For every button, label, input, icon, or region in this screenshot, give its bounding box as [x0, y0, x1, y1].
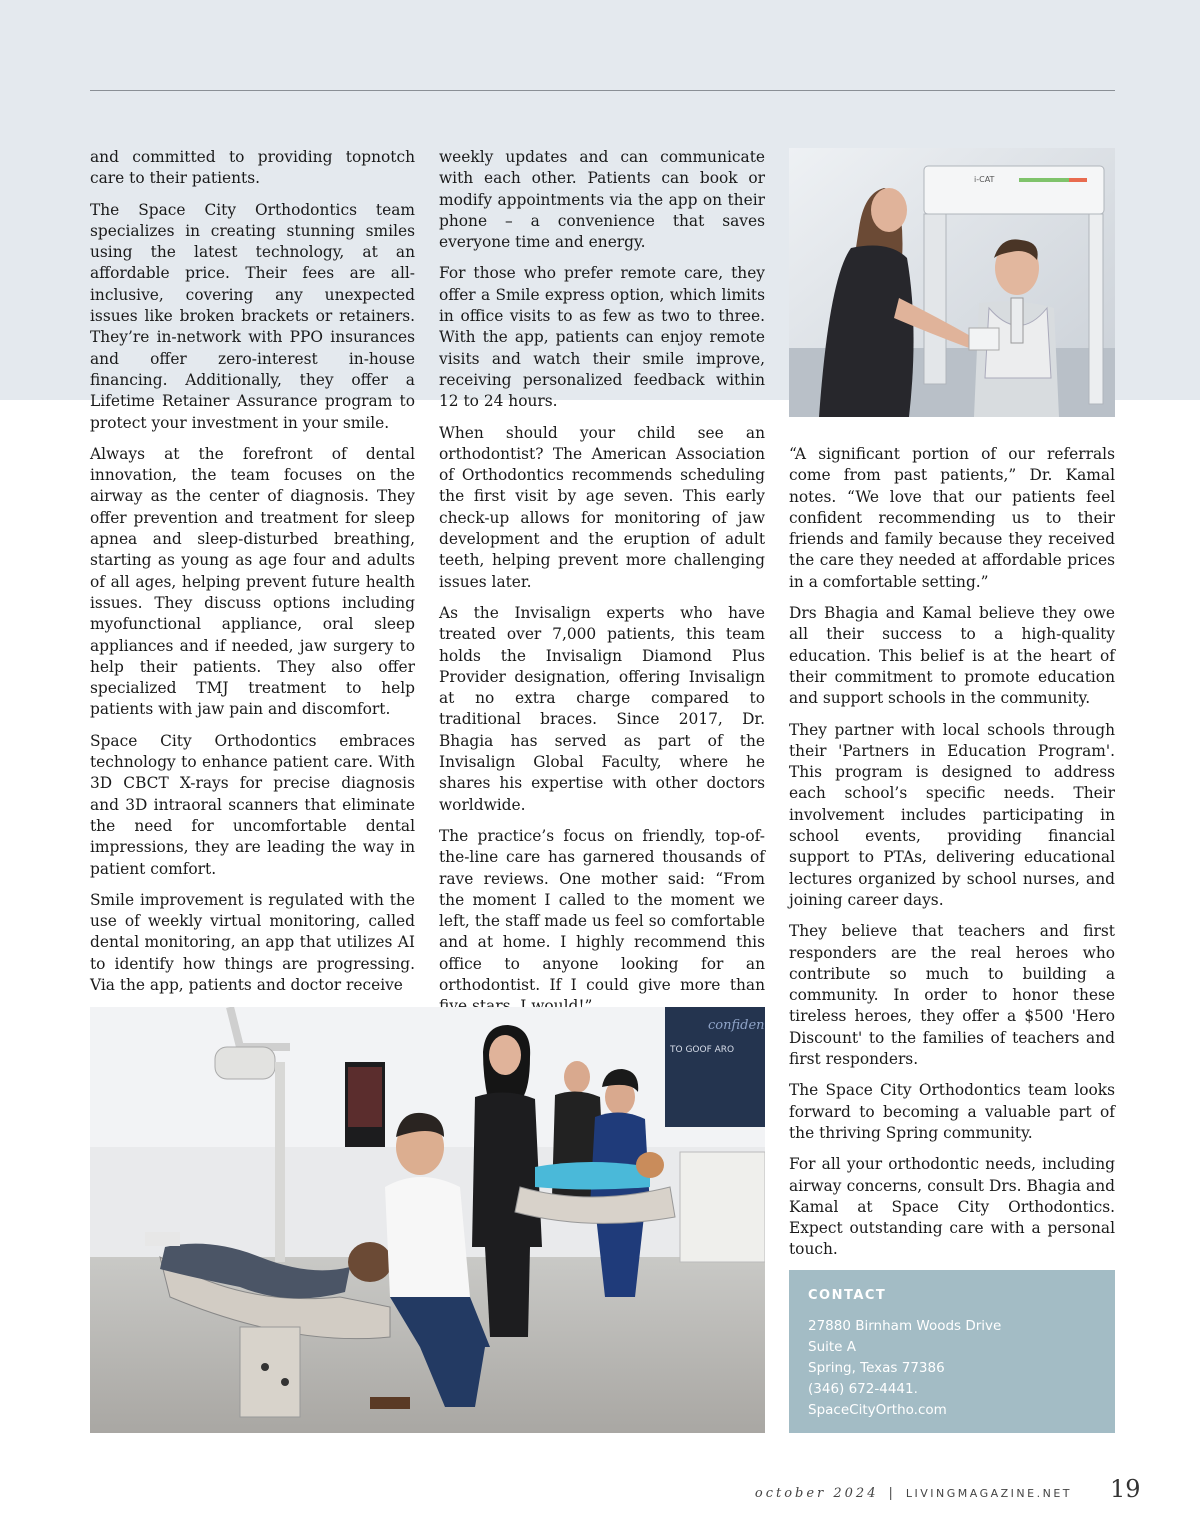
- paragraph: For all your orthodontic needs, including airway concerns, consult Drs. Bhagia and Kamal at Space City Orthodontics. Expect outstanding care with a personal touch.: [789, 1155, 1115, 1259]
- page-number: 19: [1110, 1475, 1141, 1503]
- paragraph: The Space City Orthodontics team looks forward to becoming a valuable part of the thriving Spring community.: [789, 1081, 1115, 1142]
- paragraph: As the Invisalign experts who have treated over 7,000 patients, this team holds the Invisalign Diamond Plus Provider designation, offering Invisalign at no extra charge compared to traditional braces. Since 2017, Dr. Bhagia has served as part of the Invisalign Global Faculty, where he shares his expertise with other doctors worldwide.: [439, 603, 765, 814]
- paragraph: The practice’s focus on friendly, top-of-the-line care has garnered thousands of rave reviews. One mother said: “From the moment I called to the moment we left, the staff made us feel so comfortable and at home. I highly recommend this office to anyone looking for an orthodontist. If I could give more than: [439, 826, 765, 994]
- xray-machine-photo: [789, 148, 1115, 417]
- xray-logo-text: i-CAT: [974, 175, 995, 184]
- contact-website-link[interactable]: SpaceCityOrtho.com: [808, 1402, 947, 1418]
- contact-box: [789, 1270, 1115, 1433]
- team-clinic-photo: [90, 1007, 765, 1433]
- footer-issue-date: october 2024: [754, 1486, 879, 1501]
- footer-separator: |: [888, 1486, 896, 1501]
- page-footer: [755, 1486, 1072, 1501]
- contact-label: CONTACT: [808, 1288, 887, 1303]
- paragraph: They believe that teachers and first responders are the real heroes who contribute so much to building a community. In order to honor these tireless heroes, they offer a $500 'Hero Discount' to the families of teachers and first responders.: [789, 922, 1115, 1069]
- contact-phone[interactable]: (346) 672-4441.: [808, 1381, 918, 1397]
- paragraph: Drs Bhagia and Kamal believe they owe all their success to a high-quality education. This belief is at the heart of their commitment to promote education and support schools in the community.: [789, 604, 1115, 708]
- paragraph: For those who prefer remote care, they offer a Smile express option, which limits in office visits to as few as two to three. With the app, patients can enjoy remote visits and watch their smile improve, receiving personalized feedback within 12 to 24 hours.: [439, 264, 765, 411]
- paragraph: They partner with local schools through their 'Partners in Education Program'. This program is designed to address each school’s specific needs. Their involvement includes participating in school events, providing financial support to PTAs, delivering educational lectures organized by school nurses, and joining career days.: [789, 720, 1115, 909]
- article-column-2: [439, 147, 765, 1028]
- paragraph: Smile improvement is regulated with the use of weekly virtual monitoring, called dental monitoring, an app that utilizes AI to identify how things are progressing. Via the app, patients and doctor receive: [90, 890, 415, 994]
- paragraph: The Space City Orthodontics team specializes in creating stunning smiles using the latest technology, at an affordable price. Their fees are all-inclusive, covering any unexpected issues like broken brackets or retainers. They’re in-network with PPO insurances and offer zero-interest in-house financing. Additionally, they offer a Lifetime Retainer Assurance program to protect your investment in your smile.: [90, 200, 415, 432]
- contact-city-line: Spring, Texas 77386: [808, 1360, 945, 1376]
- contact-suite-line: Suite A: [808, 1339, 857, 1355]
- paragraph: “A significant portion of our referrals come from past patients,” Dr. Kamal notes. “We love that our patients feel confident recommending us to their friends and family because they received the care they needed at affordable prices in a comfortable setting.”: [789, 445, 1115, 591]
- footer-site-link[interactable]: LIVINGMAGAZINE.NET: [905, 1487, 1072, 1500]
- article-column-1: [90, 147, 415, 1006]
- paragraph: and committed to providing topnotch care to their patients.: [90, 148, 415, 188]
- contact-address-line: 27880 Birnham Woods Drive: [808, 1318, 1002, 1334]
- article-column-3: [789, 444, 1115, 1271]
- team-photo-illustration: [90, 1007, 765, 1433]
- header-rule: [90, 90, 1115, 91]
- poster-text-1: confiden: [708, 1018, 765, 1033]
- xray-photo-illustration: [789, 148, 1115, 417]
- paragraph: When should your child see an orthodontist? The American Association of Orthodontics recommends scheduling the first visit by age seven. This early check-up allows for monitoring of jaw development and the eruption of adult teeth, helping prevent more challenging issues later.: [439, 423, 765, 591]
- paragraph: Always at the forefront of dental innovation, the team focuses on the airway as the center of diagnosis. They offer prevention and treatment for sleep apnea and sleep-disturbed breathing, starting as young as age four and adults of all ages, helping prevent future health issues. They discuss options including myofunctional appliance, oral sleep appliances and if needed, jaw surgery to help their patients. They also offer specialized TMJ treatment to help patients with jaw pain and discomfort.: [90, 444, 415, 719]
- paragraph: Space City Orthodontics embraces technology to enhance patient care. With 3D CBCT X-rays for precise diagnosis and 3D intraoral scanners that eliminate the need for uncomfortable dental impressions, they are leading the way in patient comfort.: [90, 731, 415, 878]
- poster-text-2: TO GOOF ARO: [670, 1045, 735, 1055]
- paragraph: weekly updates and can communicate with each other. Patients can book or modify appointments via the app on their phone – a convenience that saves everyone time and energy.: [439, 148, 765, 252]
